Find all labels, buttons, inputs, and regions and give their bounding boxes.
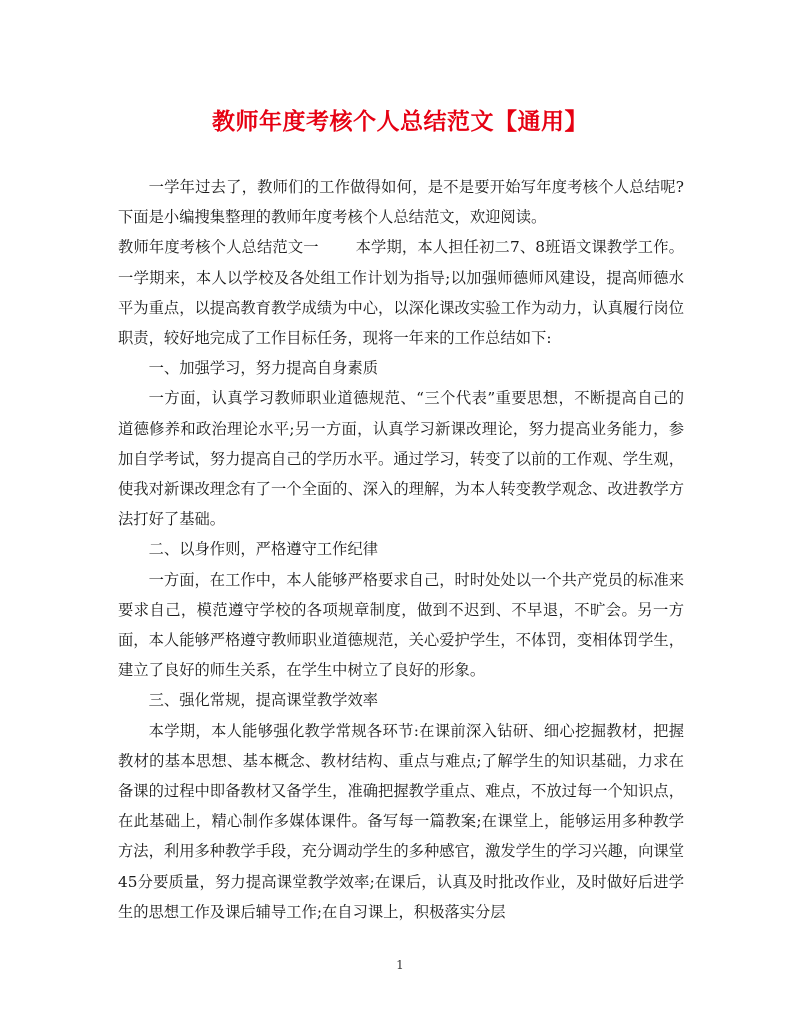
article-label: 教师年度考核个人总结范文一 (118, 238, 319, 257)
article-first-text: 本学期，本人担任初二7、8班语文课教学工作。一学期来，本人以学校及各处组工作计划为指导;以加强师德师风建设，提高师德水平为重点，以提高教育教学成绩为中心，以深化课改实验工作为动力，认真履行岗位职责，较好地完成了工作目标任务，现将一年来的工作总结如下: (118, 238, 684, 348)
article-first-paragraph (118, 232, 684, 353)
document-body (118, 172, 684, 927)
intro-paragraph: 一学年过去了，教师们的工作做得如何，是不是要开始写年度考核个人总结呢?下面是小编搜集整理的教师年度考核个人总结范文，欢迎阅读。 (118, 178, 684, 227)
section-body: 本学期，本人能够强化教学常规各环节:在课前深入钻研、细心挖掘教材，把握教材的基本思想、基本概念、教材结构、重点与难点;了解学生的知识基础，力求在备课的过程中即备教材又备学生，准确把握教学重点、难点，不放过每一个知识点，在此基础上，精心制作多媒体课件。备写每一篇教案;在课堂上，能够运用多种教学方法，利用多种教学手段，充分调动学生的多种感官，激发学生的学习兴趣，向课堂45分要质量，努力提高课堂教学效率;在课后，认真及时批改作业，及时做好后进学生的思想工作及课后辅导工作;在自习课上，积极落实分层 (118, 721, 684, 921)
page-number: 1 (396, 958, 404, 972)
section-body: 一方面，在工作中，本人能够严格要求自己，时时处处以一个共产党员的标准来要求自己，模范遵守学校的各项规章制度，做到不迟到、不早退，不旷会。另一方面，本人能够严格遵守教师职业道德规范，关心爱护学生，不体罚，变相体罚学生，建立了良好的师生关系，在学生中树立了良好的形象。 (118, 570, 684, 680)
section-heading: 一、加强学习，努力提高自身素质 (148, 359, 379, 378)
document-title: 教师年度考核个人总结范文【通用】 (212, 108, 588, 135)
section-body: 一方面，认真学习教师职业道德规范、“三个代表”重要思想，不断提高自己的道德修养和政治理论水平;另一方面，认真学习新课改理论，努力提高业务能力，参加自学考试，努力提高自己的学历水平。通过学习，转变了以前的工作观、学生观，使我对新课改理念有了一个全面的、深入的理解，为本人转变教学观念、改进教学方法打好了基础。 (118, 389, 684, 529)
section-heading: 三、强化常规，提高课堂教学效率 (148, 691, 379, 710)
section-heading: 二、以身作则，严格遵守工作纪律 (148, 540, 379, 559)
